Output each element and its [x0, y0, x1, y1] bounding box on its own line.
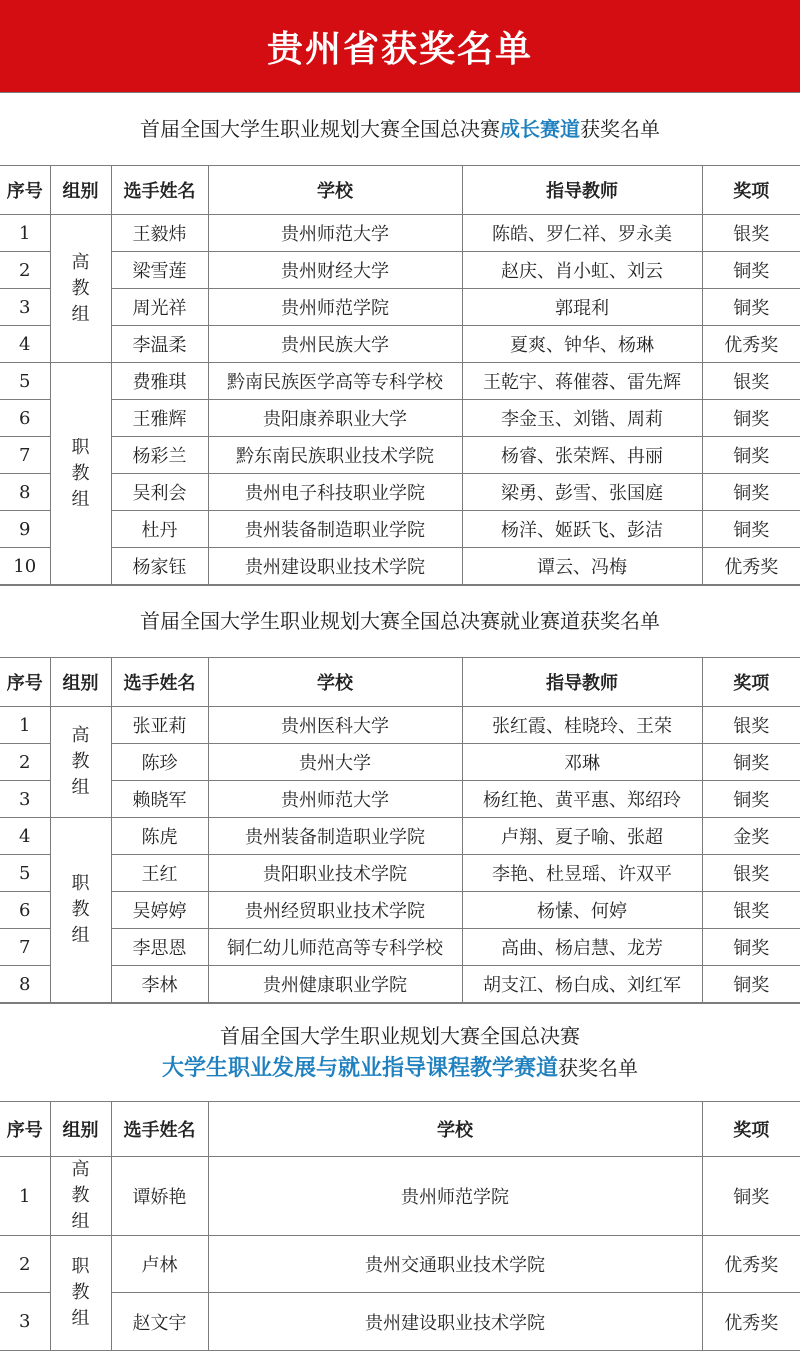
row-name: 梁雪莲: [111, 252, 208, 289]
row-award: 优秀奖: [702, 548, 800, 585]
row-award: 铜奖: [702, 437, 800, 474]
table-row: [0, 363, 800, 400]
group-cell: [50, 363, 111, 585]
col-school-header: 学校: [208, 166, 462, 215]
row-no: 5: [0, 855, 50, 892]
row-school: 贵州师范学院: [208, 289, 462, 326]
col-award-header: 奖项: [702, 166, 800, 215]
row-school: 贵州建设职业技术学院: [208, 548, 462, 585]
row-award: 铜奖: [702, 511, 800, 548]
row-name: 吴婷婷: [111, 892, 208, 929]
group-cell: [50, 215, 111, 363]
table-row: [0, 326, 800, 363]
row-no: 4: [0, 818, 50, 855]
col-teacher-header: 指导教师: [462, 166, 702, 215]
col-group-header: 组别: [50, 658, 111, 707]
section3-title-line1: 首届全国大学生职业规划大赛全国总决赛: [220, 1024, 580, 1048]
row-award: 铜奖: [702, 1157, 800, 1236]
section1-table: [0, 165, 800, 585]
row-school: 贵州师范大学: [208, 215, 462, 252]
row-name: 谭娇艳: [111, 1157, 208, 1236]
row-award: 铜奖: [702, 289, 800, 326]
group-label: 职教组: [71, 1256, 90, 1329]
row-school: 贵州大学: [208, 744, 462, 781]
section2-title-prefix: 首届全国大学生职业规划大赛全国总决赛: [140, 609, 500, 633]
row-school: 贵州健康职业学院: [208, 966, 462, 1003]
row-teacher: 夏爽、钟华、杨琳: [462, 326, 702, 363]
row-no: 7: [0, 437, 50, 474]
section1-title: [0, 92, 800, 165]
row-school: 贵州师范大学: [208, 781, 462, 818]
group-label: 高教组: [71, 1159, 90, 1232]
row-no: 1: [0, 707, 50, 744]
row-no: 2: [0, 252, 50, 289]
section2-table: [0, 657, 800, 1003]
row-school: 贵州师范学院: [208, 1157, 702, 1236]
row-name: 王雅辉: [111, 400, 208, 437]
section2-title-highlight: 就业赛道: [500, 609, 580, 633]
row-no: 6: [0, 892, 50, 929]
table-row: [0, 781, 800, 818]
table-row: [0, 511, 800, 548]
row-school: 贵州医科大学: [208, 707, 462, 744]
row-no: 8: [0, 474, 50, 511]
row-teacher: 张红霞、桂晓玲、王荣: [462, 707, 702, 744]
row-award: 铜奖: [702, 400, 800, 437]
row-name: 卢林: [111, 1236, 208, 1293]
col-school-header: 学校: [208, 1102, 702, 1157]
col-group-header: 组别: [50, 1102, 111, 1157]
section3-title-suffix: 获奖名单: [558, 1056, 638, 1080]
row-teacher: 梁勇、彭雪、张国庭: [462, 474, 702, 511]
table-header-row: [0, 658, 800, 707]
table-row: [0, 929, 800, 966]
row-name: 李林: [111, 966, 208, 1003]
row-name: 陈虎: [111, 818, 208, 855]
row-no: 2: [0, 1236, 50, 1293]
group-cell: [50, 1157, 111, 1236]
table-row: [0, 818, 800, 855]
row-no: 5: [0, 363, 50, 400]
row-school: 贵州财经大学: [208, 252, 462, 289]
row-teacher: 胡支江、杨白成、刘红军: [462, 966, 702, 1003]
row-teacher: 李金玉、刘锴、周莉: [462, 400, 702, 437]
col-name-header: 选手姓名: [111, 166, 208, 215]
row-award: 银奖: [702, 855, 800, 892]
row-name: 李温柔: [111, 326, 208, 363]
section2-title-suffix: 获奖名单: [580, 609, 660, 633]
col-no-header: 序号: [0, 1102, 50, 1157]
row-teacher: 卢翔、夏子喻、张超: [462, 818, 702, 855]
row-school: 贵州装备制造职业学院: [208, 511, 462, 548]
col-name-header: 选手姓名: [111, 658, 208, 707]
row-teacher: 邓琳: [462, 744, 702, 781]
row-name: 赖晓军: [111, 781, 208, 818]
row-teacher: 杨愫、何婷: [462, 892, 702, 929]
section3-title: [0, 1003, 800, 1101]
row-teacher: 谭云、冯梅: [462, 548, 702, 585]
row-no: 4: [0, 326, 50, 363]
row-name: 王红: [111, 855, 208, 892]
table-row: [0, 1157, 800, 1236]
table-row: [0, 215, 800, 252]
row-teacher: 李艳、杜昱瑶、许双平: [462, 855, 702, 892]
section1-title-suffix: 获奖名单: [580, 117, 660, 141]
row-no: 3: [0, 289, 50, 326]
row-name: 赵文宇: [111, 1293, 208, 1351]
row-school: 贵州建设职业技术学院: [208, 1293, 702, 1351]
col-award-header: 奖项: [702, 658, 800, 707]
table-row: [0, 437, 800, 474]
row-name: 杨彩兰: [111, 437, 208, 474]
group-cell: [50, 707, 111, 818]
table-row: [0, 892, 800, 929]
section1-title-highlight: 成长赛道: [500, 117, 580, 141]
row-name: 吴利会: [111, 474, 208, 511]
table-row: [0, 744, 800, 781]
group-label: 职教组: [71, 436, 90, 510]
row-school: 黔东南民族职业技术学院: [208, 437, 462, 474]
row-no: 6: [0, 400, 50, 437]
row-award: 铜奖: [702, 474, 800, 511]
section2-title: [0, 585, 800, 657]
row-name: 王毅炜: [111, 215, 208, 252]
table-row: [0, 289, 800, 326]
row-no: 1: [0, 215, 50, 252]
row-award: 银奖: [702, 892, 800, 929]
row-school: 贵阳康养职业大学: [208, 400, 462, 437]
group-label: 职教组: [71, 873, 90, 946]
row-teacher: 郭琨利: [462, 289, 702, 326]
row-no: 9: [0, 511, 50, 548]
group-label: 高教组: [71, 251, 90, 325]
row-school: 贵州电子科技职业学院: [208, 474, 462, 511]
group-label: 高教组: [71, 725, 90, 798]
row-name: 杨家钰: [111, 548, 208, 585]
row-school: 贵州交通职业技术学院: [208, 1236, 702, 1293]
group-cell: [50, 818, 111, 1003]
table-row: [0, 855, 800, 892]
row-no: 3: [0, 1293, 50, 1351]
row-school: 贵州装备制造职业学院: [208, 818, 462, 855]
row-school: 黔南民族医学高等专科学校: [208, 363, 462, 400]
row-teacher: 杨睿、张荣辉、冉丽: [462, 437, 702, 474]
row-award: 银奖: [702, 215, 800, 252]
section3-title-highlight: 大学生职业发展与就业指导课程教学赛道: [161, 1056, 558, 1081]
row-school: 铜仁幼儿师范高等专科学校: [208, 929, 462, 966]
row-name: 杜丹: [111, 511, 208, 548]
row-teacher: 陈皓、罗仁祥、罗永美: [462, 215, 702, 252]
table-row: [0, 1236, 800, 1293]
row-school: 贵州经贸职业技术学院: [208, 892, 462, 929]
table-header-row: [0, 166, 800, 215]
row-award: 优秀奖: [702, 1236, 800, 1293]
row-name: 张亚莉: [111, 707, 208, 744]
table-row: [0, 252, 800, 289]
row-no: 10: [0, 548, 50, 585]
row-award: 优秀奖: [702, 1293, 800, 1351]
col-school-header: 学校: [208, 658, 462, 707]
row-name: 陈珍: [111, 744, 208, 781]
row-no: 7: [0, 929, 50, 966]
col-no-header: 序号: [0, 658, 50, 707]
row-award: 银奖: [702, 363, 800, 400]
row-award: 优秀奖: [702, 326, 800, 363]
group-cell: [50, 1236, 111, 1351]
section3-title-line2: [0, 1052, 800, 1085]
table-row: [0, 548, 800, 585]
row-teacher: 高曲、杨启慧、龙芳: [462, 929, 702, 966]
col-group-header: 组别: [50, 166, 111, 215]
table-row: [0, 1293, 800, 1351]
row-school: 贵阳职业技术学院: [208, 855, 462, 892]
row-no: 8: [0, 966, 50, 1003]
row-name: 周光祥: [111, 289, 208, 326]
row-name: 费雅琪: [111, 363, 208, 400]
banner-title: 贵州省获奖名单: [266, 28, 533, 70]
row-no: 2: [0, 744, 50, 781]
row-teacher: 王乾宇、蒋催蓉、雷先辉: [462, 363, 702, 400]
section3-table: [0, 1101, 800, 1351]
col-name-header: 选手姓名: [111, 1102, 208, 1157]
row-teacher: 杨洋、姬跃飞、彭洁: [462, 511, 702, 548]
row-no: 3: [0, 781, 50, 818]
table-header-row: [0, 1102, 800, 1157]
table-row: [0, 400, 800, 437]
title-banner: [0, 0, 800, 92]
row-teacher: 赵庆、肖小虹、刘云: [462, 252, 702, 289]
col-teacher-header: 指导教师: [462, 658, 702, 707]
row-award: 铜奖: [702, 966, 800, 1003]
row-name: 李思恩: [111, 929, 208, 966]
section1-title-prefix: 首届全国大学生职业规划大赛全国总决赛: [140, 117, 500, 141]
table-row: [0, 707, 800, 744]
row-award: 铜奖: [702, 744, 800, 781]
row-award: 金奖: [702, 818, 800, 855]
row-award: 银奖: [702, 707, 800, 744]
table-row: [0, 966, 800, 1003]
col-award-header: 奖项: [702, 1102, 800, 1157]
table-row: [0, 474, 800, 511]
row-award: 铜奖: [702, 929, 800, 966]
row-no: 1: [0, 1157, 50, 1236]
col-no-header: 序号: [0, 166, 50, 215]
row-award: 铜奖: [702, 781, 800, 818]
row-school: 贵州民族大学: [208, 326, 462, 363]
row-award: 铜奖: [702, 252, 800, 289]
row-teacher: 杨红艳、黄平惠、郑绍玲: [462, 781, 702, 818]
